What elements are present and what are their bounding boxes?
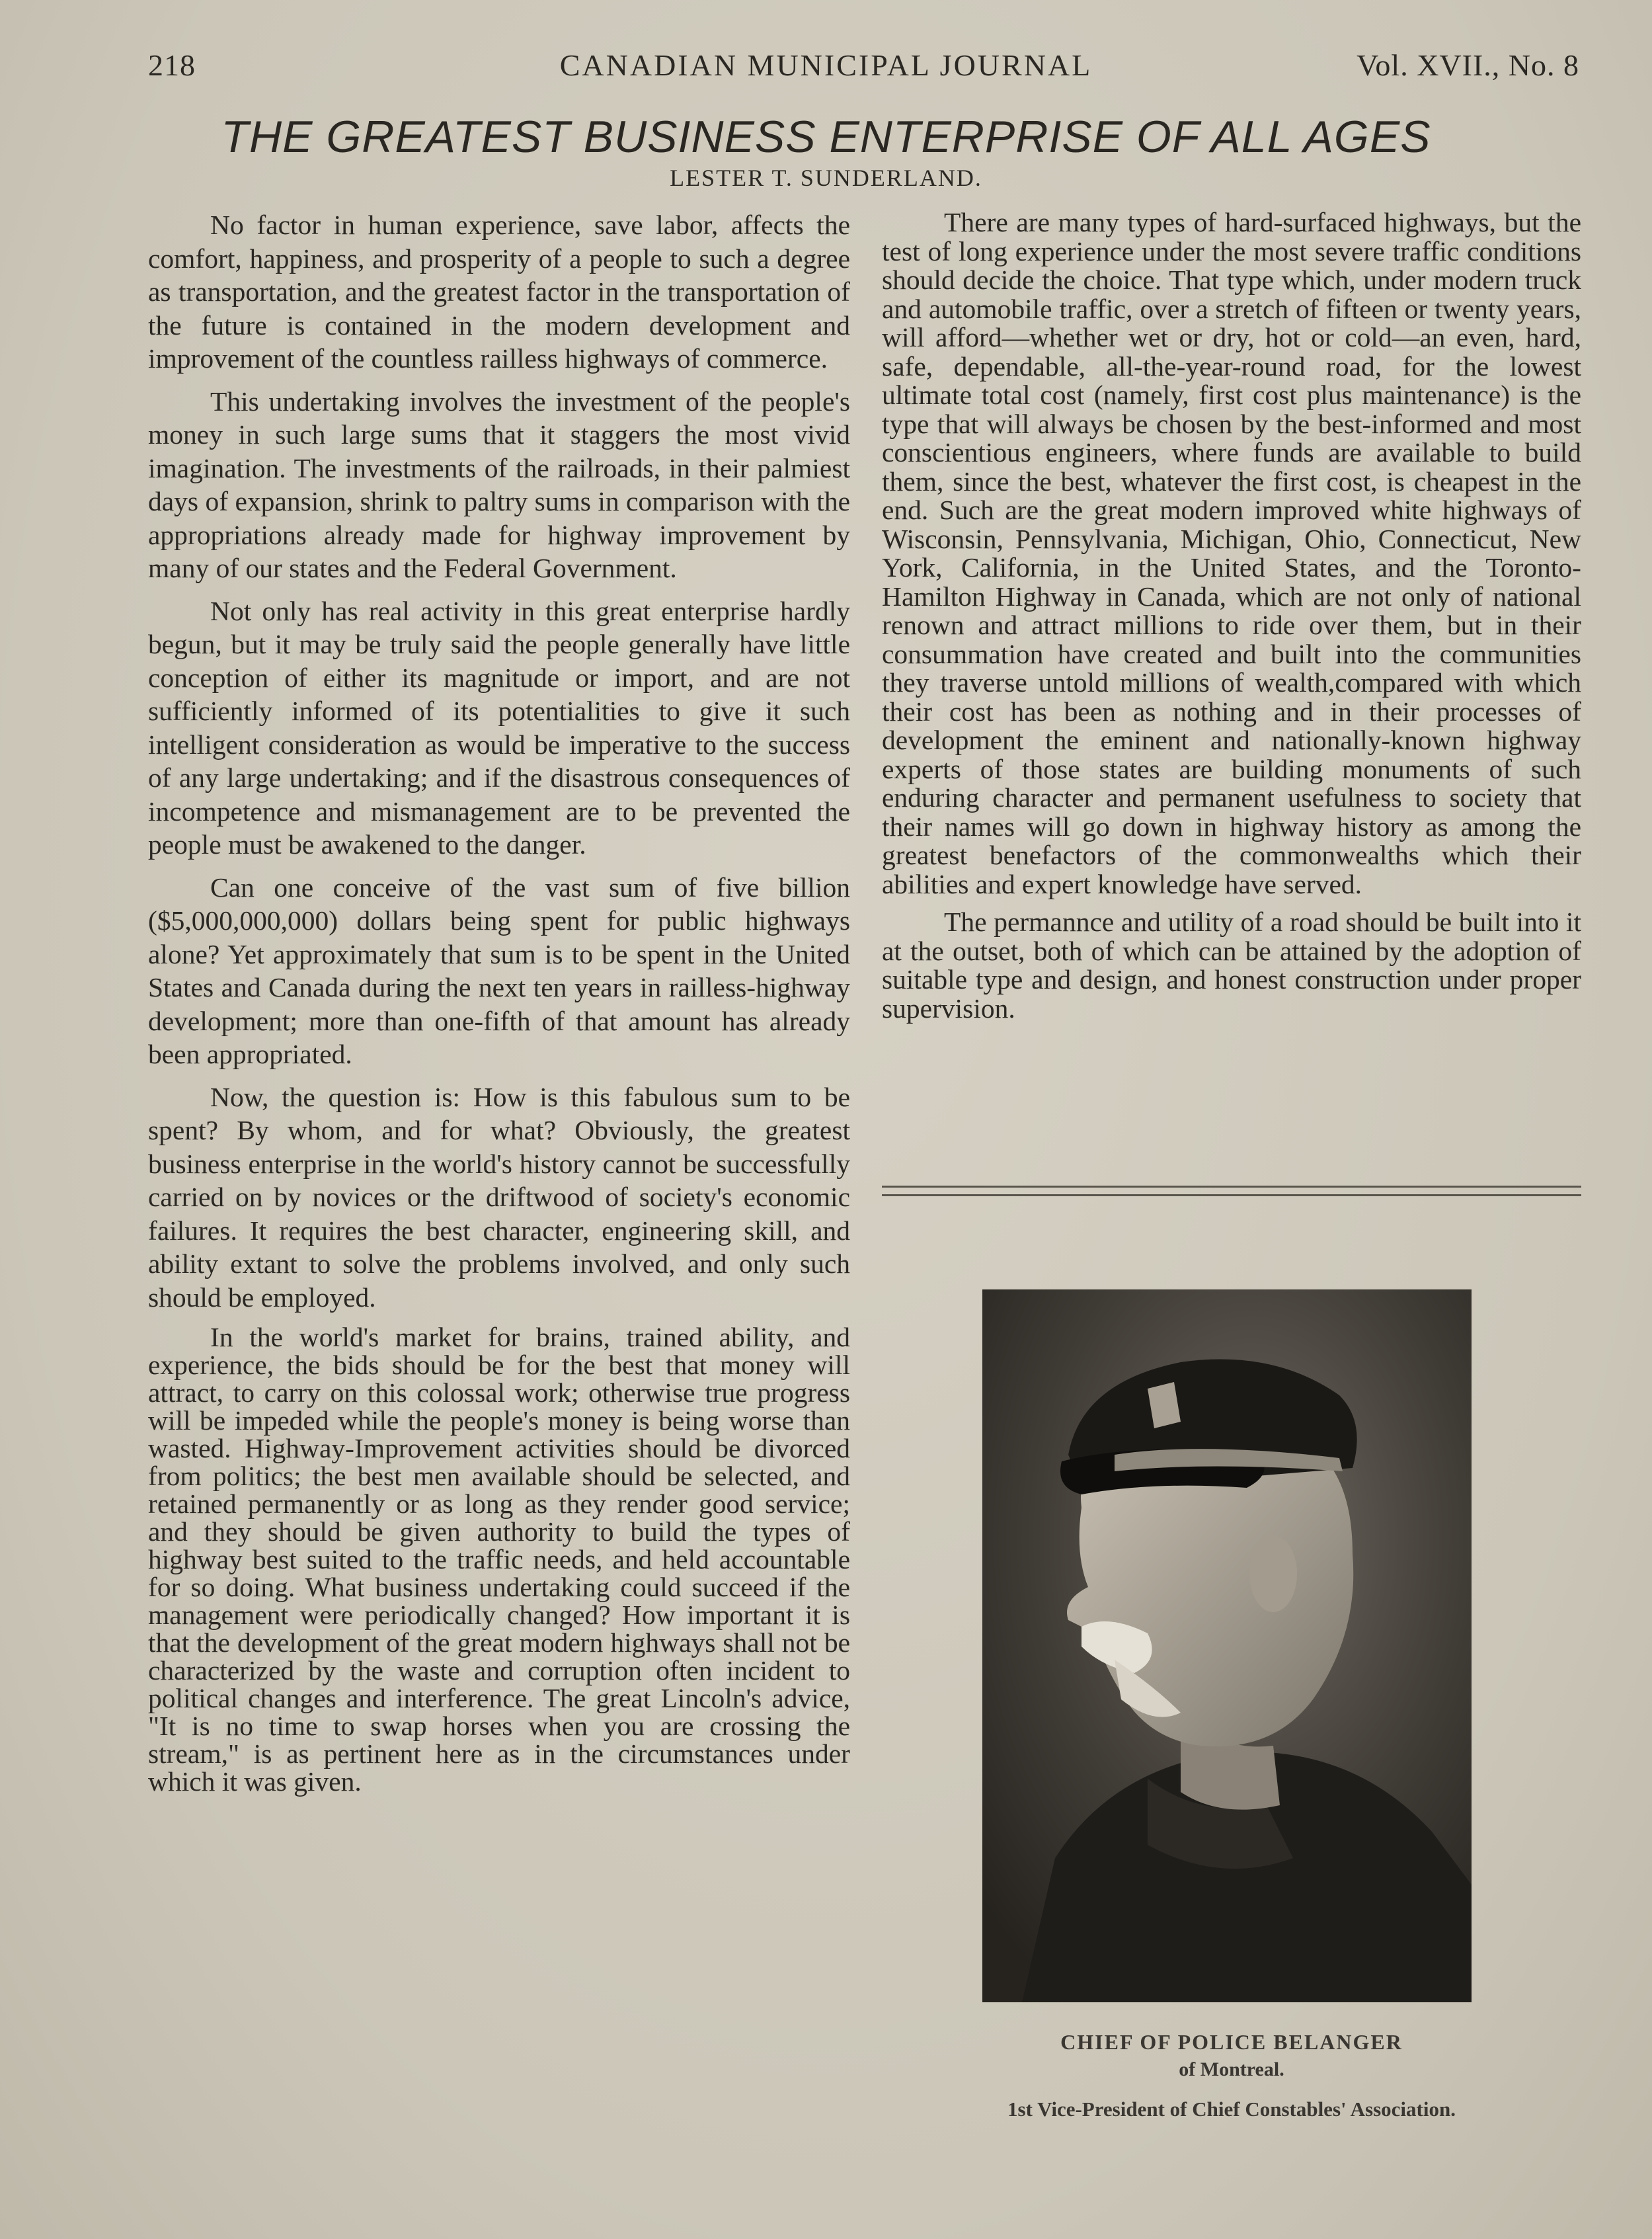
article-title: THE GREATEST BUSINESS ENTERPRISE OF ALL AGES [221,112,1431,162]
page-number: 218 [148,48,196,82]
paragraph: This undertaking involves the investment of the people's money in such large sums that it staggers the most vivid imagination. The investments of the railroads, in their palmiest days of expansion, shrink to paltry sums in comparison with the appropriations already made for highway improvement by many of our states and the Federal Government. [148,386,850,583]
paragraph: Now, the question is: How is this fabulous sum to be spent? By whom, and for what? Obviously, the greatest business enterprise in the world's history cannot be successfully carried on by novices or the driftwood of society's economic failures. It requires the best character, engineering skill, and ability extant to solve the problems involved, and only such should be employed. [148,1081,850,1313]
portrait-image [982,1289,1472,2002]
journal-name: CANADIAN MUNICIPAL JOURNAL [559,48,1093,82]
paragraph: Not only has real activity in this great enterprise hardly begun, but it may be truly said the people generally have little conception of either its magnitude or import, and are not sufficiently informed of its potentialities to give it such intelligent consideration as would be imperative to the success of any large undertaking; and if the disastrous consequences of incompetence and mismanagement are to be prevented the people must be awakened to the danger. [148,595,850,860]
paragraph: Can one conceive of the vast sum of five billion ($5,000,000,000) dollars being spent for public highways alone? Yet approximately that sum is to be spent in the United States and Canada during the next ten years in railless-highway development; more than one-fifth of that amount has already been appropriated. [148,872,850,1069]
left-column [148,208,850,1805]
portrait-photo [982,1289,1472,2002]
photo-caption-city: of Montreal. [1179,2058,1284,2080]
right-column [882,208,1581,1032]
paragraph: The permannce and utility of a road should be built into it at the outset, both of which can be attained by the adoption of suitable type and design, and honest construction under proper supervision. [882,907,1581,1024]
issue-number: Vol. XVII., No. 8 [1357,48,1579,82]
paragraph: In the world's market for brains, trained ability, and experience, the bids should be for the best that money will attract, to carry on this colossal work; otherwise true progress will be impeded while the people's money is being worse than wasted. Highway-Improvement activities should be divorced from politics; the best men available should be selected, and retained permanently or as long as they render good service; and they should be given authority to build the types of highway best suited to the traffic needs, and held accountable for so doing. What business undertaking could succeed if the management were periodically changed? How important it is that the development of the great modern highways shall not be characterized by the waste and corruption often incident to political changes and interference. The great Lincoln's advice, "It is no time to swap horses when you are crossing the stream," is as pertinent here as in the circumstances under which it was given. [148,1322,850,1797]
photo-caption-name: CHIEF OF POLICE BELANGER [1060,2030,1403,2054]
photo-caption-title: 1st Vice-President of Chief Constables' Association. [1007,2097,1456,2121]
article-author: LESTER T. SUNDERLAND. [670,165,982,191]
paragraph: There are many types of hard-surfaced highways, but the test of long experience under the most severe traffic conditions should decide the choice. That type which, under modern truck and automobile traffic, over a stretch of fifteen or twenty years, will afford—whether wet or dry, hot or cold—an even, hard, safe, dependable, all-the-year-round road, for the lowest ultimate total cost (namely, first cost plus maintenance) is the type that will always be chosen by the best-informed and most conscientious engineers, where funds are available to build them, since the best, whatever the first cost, is cheapest in the end. Such are the great modern improved white highways of Wisconsin, Pennsylvania, Michigan, Ohio, Connecticut, New York, California, in the United States, and the Toronto-Hamilton Highway in Canada, which are not only of national renown and attract millions to ride over them, but in their consummation have created and built into the communities they traverse untold millions of wealth,compared with which their cost has been as nothing and in their processes of development the eminent and nationally-known highway experts of those states are building monuments of such enduring character and permanent usefulness to society that their names will go down in highway history as among the greatest benefactors of the commonwealths which their abilities and expert knowledge have served. [882,207,1581,899]
paragraph: No factor in human experience, save labor, affects the comfort, happiness, and prosperity of a people to such a degree as transportation, and the greatest factor in the transportation of the future is contained in the modern development and improvement of the countless railless highways of commerce. [148,210,850,374]
section-divider [882,1186,1581,1196]
